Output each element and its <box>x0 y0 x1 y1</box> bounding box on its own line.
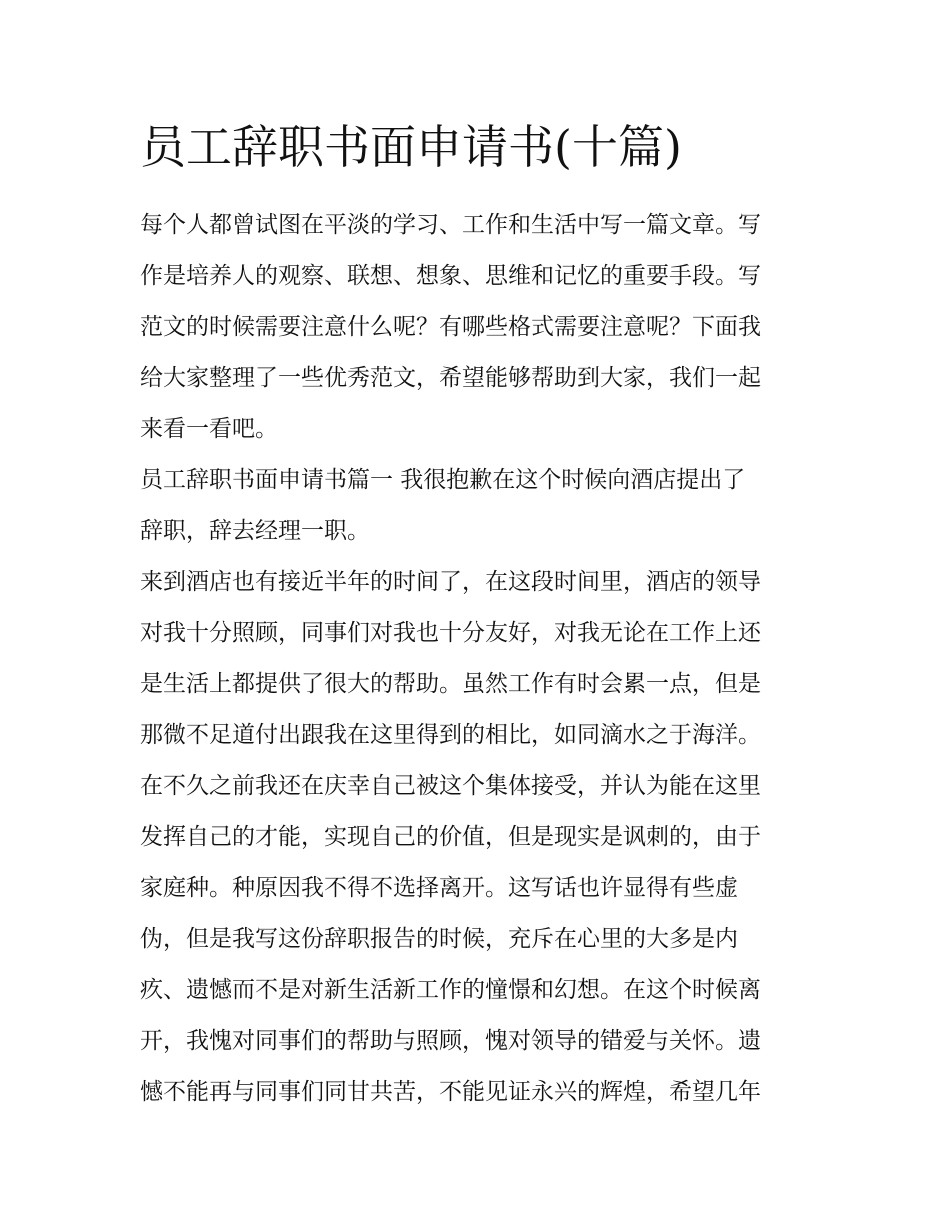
body-line: 是生活上都提供了很大的帮助。虽然工作有时会累一点，但是 <box>140 671 761 697</box>
body-line: 伪，但是我写这份辞职报告的时候，充斥在心里的大多是内 <box>140 926 738 952</box>
body-line: 对我十分照顾，同事们对我也十分友好，对我无论在工作上还 <box>140 620 761 646</box>
body-line: 员工辞职书面申请书篇一 我很抱歉在这个时候向酒店提出了 <box>140 467 746 493</box>
document-body <box>140 200 820 1118</box>
body-line: 开，我愧对同事们的帮助与照顾，愧对领导的错爱与关怀。遗 <box>140 1028 761 1054</box>
body-line: 范文的时候需要注意什么呢？有哪些格式需要注意呢？下面我 <box>140 314 761 340</box>
body-line: 在不久之前我还在庆幸自己被这个集体接受，并认为能在这里 <box>140 773 761 799</box>
body-line: 憾不能再与同事们同甘共苦，不能见证永兴的辉煌，希望几年 <box>140 1079 761 1105</box>
body-line: 作是培养人的观察、联想、想象、思维和记忆的重要手段。写 <box>140 263 761 289</box>
body-line: 疚、遗憾而不是对新生活新工作的憧憬和幻想。在这个时候离 <box>140 977 761 1003</box>
body-line: 来到酒店也有接近半年的时间了，在这段时间里，酒店的领导 <box>140 569 761 595</box>
body-line: 给大家整理了一些优秀范文，希望能够帮助到大家，我们一起 <box>140 365 761 391</box>
body-line: 发挥自己的才能，实现自己的价值，但是现实是讽刺的，由于 <box>140 824 761 850</box>
body-line: 那微不足道付出跟我在这里得到的相比，如同滴水之于海洋。 <box>140 722 761 748</box>
body-line: 来看一看吧。 <box>140 416 278 442</box>
body-line: 每个人都曾试图在平淡的学习、工作和生活中写一篇文章。写 <box>140 212 761 238</box>
body-line: 家庭种。种原因我不得不选择离开。这写话也许显得有些虚 <box>140 875 738 901</box>
body-line: 辞职，辞去经理一职。 <box>140 518 370 544</box>
document-title: 员工辞职书面申请书(十篇) <box>140 120 682 174</box>
